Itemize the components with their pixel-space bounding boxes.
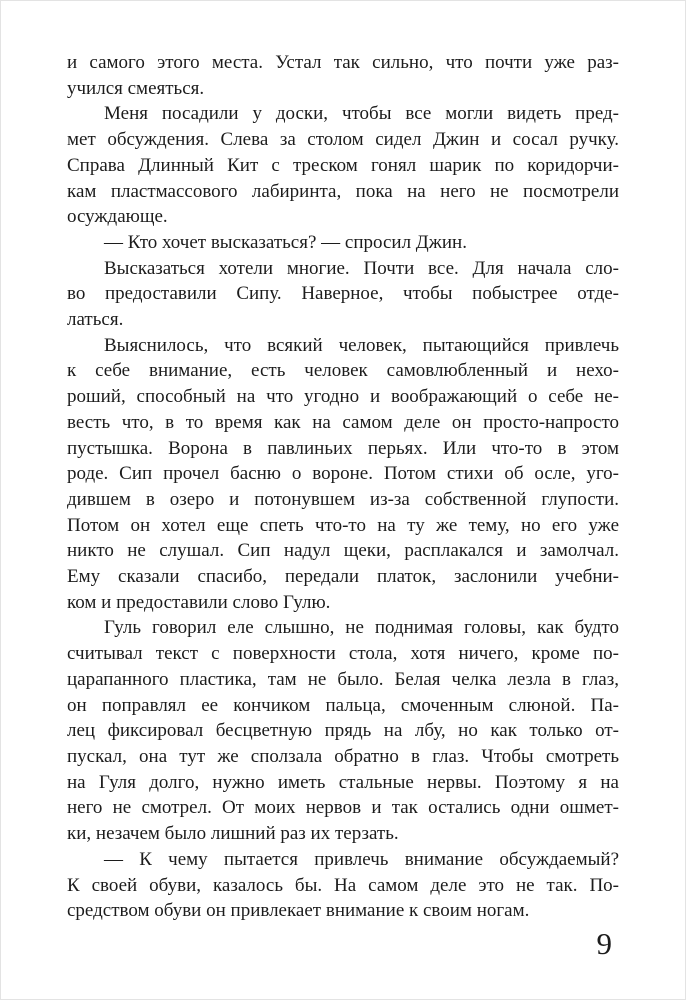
- page-text: [67, 50, 619, 924]
- text-line: царапанного пластика, там не было. Белая челка лезла в глаз,: [67, 668, 619, 690]
- text-line: ком и предоставили слово Гулю.: [67, 591, 331, 613]
- text-line: латься.: [67, 309, 124, 331]
- text-line: Потом он хотел еще спеть что-то на ту же тему, но его уже: [67, 514, 619, 536]
- text-line: осуждающе.: [67, 206, 168, 228]
- paragraph: [67, 50, 619, 101]
- text-line: него не смотрел. От моих нервов и так остались одни ошмет-: [67, 797, 619, 819]
- text-line: весть что, в то время как на самом деле он просто-напросто: [67, 411, 619, 433]
- text-line: на Гуля долго, нужно иметь стальные нервы. Поэтому я на: [67, 771, 619, 793]
- text-line: никто не слушал. Сип надул щеки, расплакался и замолчал.: [67, 540, 619, 562]
- paragraph: [67, 256, 619, 333]
- text-line: Ему сказали спасибо, передали платок, заслонили учебни-: [67, 566, 619, 588]
- text-line: роде. Сип прочел басню о вороне. Потом стихи об осле, уго-: [67, 463, 619, 485]
- text-line: считывал текст с поверхности стола, хотя ничего, кроме по-: [67, 643, 619, 665]
- paragraph: [67, 847, 619, 924]
- text-line: Меня посадили у доски, чтобы все могли видеть пред-: [104, 103, 619, 125]
- text-line: средством обуви он привлекает внимание к своим ногам.: [67, 900, 530, 922]
- text-line: Справа Длинный Кит с треском гонял шарик по коридорчи-: [67, 154, 619, 176]
- text-line: кам пластмассового лабиринта, пока на него не посмотрели: [67, 180, 619, 202]
- text-line: учился смеяться.: [67, 77, 205, 99]
- paragraph: [67, 615, 619, 846]
- text-line: роший, способный на что угодно и воображающий о себе не-: [67, 386, 619, 408]
- text-line: дившем в озеро и потонувшем из-за собственной глупости.: [67, 488, 619, 510]
- text-line: ки, незачем было лишний раз их терзать.: [67, 823, 399, 845]
- text-line: мет обсуждения. Слева за столом сидел Джин и сосал ручку.: [67, 129, 619, 151]
- paragraph: [67, 230, 619, 256]
- text-line: Гуль говорил еле слышно, не поднимая головы, как будто: [104, 617, 619, 639]
- text-line: лец фиксировал бесцветную прядь на лбу, но как только от-: [67, 720, 619, 742]
- page-number: 9: [596, 926, 612, 961]
- text-line: пустышка. Ворона в павлиньих перьях. Или что-то в этом: [67, 437, 619, 459]
- text-line: Выяснилось, что всякий человек, пытающийся привлечь: [104, 334, 619, 356]
- text-line: — К чему пытается привлечь внимание обсуждаемый?: [104, 848, 619, 870]
- paragraph: [67, 333, 619, 616]
- text-line: он поправлял ее кончиком пальца, смоченным слюной. Па-: [67, 694, 619, 716]
- text-line: пускал, она тут же сползала обратно в глаз. Чтобы смотреть: [67, 745, 619, 767]
- text-line: во предоставили Сипу. Наверное, чтобы побыстрее отде-: [67, 283, 619, 305]
- text-line: Высказаться хотели многие. Почти все. Для начала сло-: [104, 257, 619, 279]
- text-line: — Кто хочет высказаться? — спросил Джин.: [104, 231, 467, 253]
- text-line: к себе внимание, есть человек самовлюбленный и нехо-: [67, 360, 619, 382]
- paragraph: [67, 101, 619, 230]
- text-line: и самого этого места. Устал так сильно, что почти уже раз-: [67, 52, 619, 73]
- text-line: К своей обуви, казалось бы. На самом деле это не так. По-: [67, 874, 619, 896]
